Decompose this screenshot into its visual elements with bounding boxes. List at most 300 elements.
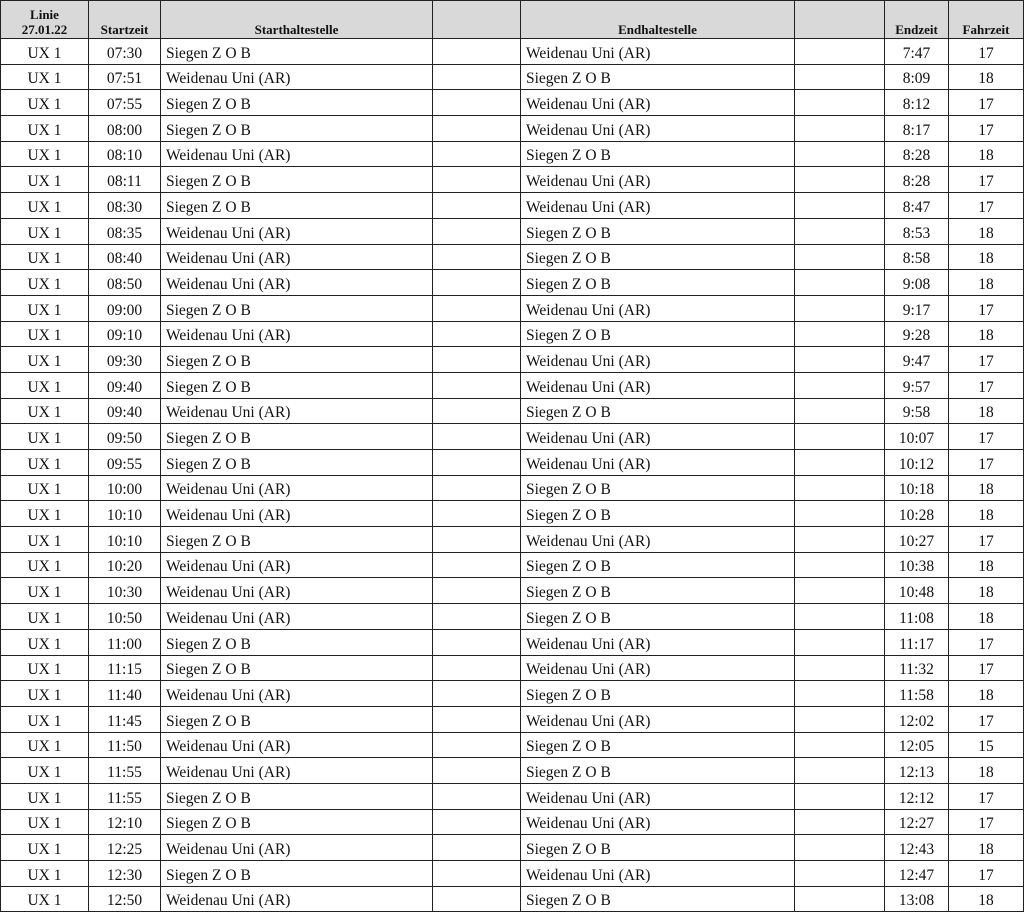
- table-row: [1, 681, 1024, 707]
- cell-starthaltestelle: Weidenau Uni (AR): [161, 886, 433, 912]
- table-row: [1, 64, 1024, 90]
- cell-linie: UX 1: [1, 629, 89, 655]
- cell-startzeit: 10:00: [89, 475, 161, 501]
- cell-gap: [433, 578, 521, 604]
- cell-startzeit: 10:10: [89, 527, 161, 553]
- cell-startzeit: 11:40: [89, 681, 161, 707]
- cell-gap: [795, 347, 885, 373]
- cell-fahrzeit: 15: [949, 732, 1024, 758]
- table-row: [1, 655, 1024, 681]
- cell-gap: [795, 835, 885, 861]
- table-row: [1, 193, 1024, 219]
- cell-endzeit: 9:57: [885, 372, 949, 398]
- cell-gap: [795, 372, 885, 398]
- cell-gap: [433, 835, 521, 861]
- cell-endzeit: 10:07: [885, 424, 949, 450]
- cell-gap: [795, 475, 885, 501]
- cell-starthaltestelle: Weidenau Uni (AR): [161, 604, 433, 630]
- table-row: [1, 244, 1024, 270]
- cell-startzeit: 10:20: [89, 552, 161, 578]
- cell-gap: [433, 552, 521, 578]
- cell-linie: UX 1: [1, 398, 89, 424]
- cell-startzeit: 11:00: [89, 629, 161, 655]
- cell-startzeit: 09:40: [89, 398, 161, 424]
- cell-fahrzeit: 17: [949, 706, 1024, 732]
- cell-fahrzeit: 18: [949, 604, 1024, 630]
- cell-gap: [433, 681, 521, 707]
- cell-fahrzeit: 17: [949, 861, 1024, 887]
- cell-endhaltestelle: Weidenau Uni (AR): [521, 90, 795, 116]
- cell-starthaltestelle: Weidenau Uni (AR): [161, 732, 433, 758]
- table-row: [1, 475, 1024, 501]
- cell-fahrzeit: 18: [949, 758, 1024, 784]
- cell-gap: [433, 295, 521, 321]
- cell-endzeit: 10:38: [885, 552, 949, 578]
- table-row: [1, 527, 1024, 553]
- cell-starthaltestelle: Siegen Z O B: [161, 39, 433, 65]
- cell-startzeit: 09:10: [89, 321, 161, 347]
- cell-endzeit: 12:13: [885, 758, 949, 784]
- cell-endhaltestelle: Weidenau Uni (AR): [521, 424, 795, 450]
- cell-endhaltestelle: Weidenau Uni (AR): [521, 629, 795, 655]
- cell-gap: [795, 39, 885, 65]
- cell-endzeit: 8:28: [885, 141, 949, 167]
- cell-gap: [795, 450, 885, 476]
- cell-startzeit: 11:55: [89, 758, 161, 784]
- header-endzeit: Endzeit: [885, 1, 949, 39]
- cell-starthaltestelle: Siegen Z O B: [161, 809, 433, 835]
- table-row: [1, 372, 1024, 398]
- cell-starthaltestelle: Weidenau Uni (AR): [161, 578, 433, 604]
- cell-starthaltestelle: Weidenau Uni (AR): [161, 64, 433, 90]
- cell-fahrzeit: 17: [949, 783, 1024, 809]
- cell-linie: UX 1: [1, 270, 89, 296]
- cell-fahrzeit: 17: [949, 527, 1024, 553]
- cell-fahrzeit: 17: [949, 295, 1024, 321]
- cell-linie: UX 1: [1, 193, 89, 219]
- cell-endzeit: 12:27: [885, 809, 949, 835]
- cell-endzeit: 9:47: [885, 347, 949, 373]
- cell-fahrzeit: 18: [949, 552, 1024, 578]
- cell-starthaltestelle: Siegen Z O B: [161, 527, 433, 553]
- cell-startzeit: 08:00: [89, 116, 161, 142]
- cell-linie: UX 1: [1, 706, 89, 732]
- cell-startzeit: 09:50: [89, 424, 161, 450]
- cell-endzeit: 11:32: [885, 655, 949, 681]
- cell-fahrzeit: 18: [949, 578, 1024, 604]
- cell-endzeit: 8:17: [885, 116, 949, 142]
- cell-starthaltestelle: Weidenau Uni (AR): [161, 501, 433, 527]
- table-row: [1, 706, 1024, 732]
- table-row: [1, 835, 1024, 861]
- header-linie: [1, 1, 89, 39]
- cell-fahrzeit: 18: [949, 501, 1024, 527]
- cell-linie: UX 1: [1, 167, 89, 193]
- cell-endzeit: 8:53: [885, 218, 949, 244]
- cell-starthaltestelle: Siegen Z O B: [161, 783, 433, 809]
- cell-fahrzeit: 17: [949, 655, 1024, 681]
- cell-gap: [433, 321, 521, 347]
- cell-fahrzeit: 17: [949, 347, 1024, 373]
- cell-linie: UX 1: [1, 886, 89, 912]
- cell-gap: [433, 783, 521, 809]
- cell-endhaltestelle: Siegen Z O B: [521, 64, 795, 90]
- cell-linie: UX 1: [1, 809, 89, 835]
- header-gap: [795, 1, 885, 39]
- table-row: [1, 732, 1024, 758]
- cell-startzeit: 10:10: [89, 501, 161, 527]
- table-row: [1, 501, 1024, 527]
- cell-gap: [433, 732, 521, 758]
- cell-linie: UX 1: [1, 90, 89, 116]
- cell-gap: [433, 372, 521, 398]
- cell-startzeit: 08:11: [89, 167, 161, 193]
- timetable-body: [1, 39, 1024, 912]
- table-row: [1, 886, 1024, 912]
- cell-startzeit: 08:40: [89, 244, 161, 270]
- table-header-row: [1, 1, 1024, 39]
- table-row: [1, 758, 1024, 784]
- cell-endhaltestelle: Weidenau Uni (AR): [521, 295, 795, 321]
- cell-starthaltestelle: Weidenau Uni (AR): [161, 835, 433, 861]
- cell-gap: [433, 218, 521, 244]
- cell-endzeit: 9:17: [885, 295, 949, 321]
- cell-starthaltestelle: Siegen Z O B: [161, 450, 433, 476]
- cell-fahrzeit: 18: [949, 218, 1024, 244]
- cell-endhaltestelle: Siegen Z O B: [521, 886, 795, 912]
- cell-endhaltestelle: Weidenau Uni (AR): [521, 116, 795, 142]
- cell-gap: [795, 861, 885, 887]
- cell-gap: [433, 116, 521, 142]
- cell-fahrzeit: 17: [949, 629, 1024, 655]
- cell-starthaltestelle: Weidenau Uni (AR): [161, 244, 433, 270]
- cell-endzeit: 7:47: [885, 39, 949, 65]
- cell-startzeit: 09:00: [89, 295, 161, 321]
- cell-fahrzeit: 18: [949, 321, 1024, 347]
- cell-gap: [433, 886, 521, 912]
- cell-starthaltestelle: Siegen Z O B: [161, 629, 433, 655]
- cell-starthaltestelle: Siegen Z O B: [161, 347, 433, 373]
- cell-gap: [433, 167, 521, 193]
- cell-linie: UX 1: [1, 655, 89, 681]
- cell-gap: [795, 604, 885, 630]
- cell-starthaltestelle: Weidenau Uni (AR): [161, 141, 433, 167]
- cell-endhaltestelle: Weidenau Uni (AR): [521, 861, 795, 887]
- cell-gap: [433, 809, 521, 835]
- cell-linie: UX 1: [1, 501, 89, 527]
- cell-gap: [795, 295, 885, 321]
- cell-endzeit: 9:28: [885, 321, 949, 347]
- cell-gap: [795, 886, 885, 912]
- cell-gap: [433, 347, 521, 373]
- cell-gap: [795, 116, 885, 142]
- cell-startzeit: 07:55: [89, 90, 161, 116]
- cell-endhaltestelle: Weidenau Uni (AR): [521, 167, 795, 193]
- cell-fahrzeit: 17: [949, 193, 1024, 219]
- cell-linie: UX 1: [1, 783, 89, 809]
- cell-linie: UX 1: [1, 116, 89, 142]
- cell-fahrzeit: 18: [949, 141, 1024, 167]
- cell-linie: UX 1: [1, 578, 89, 604]
- cell-gap: [795, 681, 885, 707]
- cell-gap: [795, 193, 885, 219]
- cell-endzeit: 11:17: [885, 629, 949, 655]
- cell-starthaltestelle: Siegen Z O B: [161, 116, 433, 142]
- cell-startzeit: 10:50: [89, 604, 161, 630]
- table-row: [1, 424, 1024, 450]
- cell-endhaltestelle: Siegen Z O B: [521, 732, 795, 758]
- table-row: [1, 578, 1024, 604]
- cell-endzeit: 12:12: [885, 783, 949, 809]
- cell-fahrzeit: 18: [949, 886, 1024, 912]
- cell-endhaltestelle: Weidenau Uni (AR): [521, 527, 795, 553]
- cell-gap: [795, 706, 885, 732]
- cell-linie: UX 1: [1, 475, 89, 501]
- cell-gap: [433, 450, 521, 476]
- cell-startzeit: 07:51: [89, 64, 161, 90]
- cell-endhaltestelle: Siegen Z O B: [521, 604, 795, 630]
- cell-gap: [433, 527, 521, 553]
- cell-endhaltestelle: Siegen Z O B: [521, 578, 795, 604]
- cell-startzeit: 09:55: [89, 450, 161, 476]
- cell-gap: [433, 706, 521, 732]
- cell-linie: UX 1: [1, 758, 89, 784]
- cell-gap: [433, 475, 521, 501]
- cell-endhaltestelle: Weidenau Uni (AR): [521, 706, 795, 732]
- cell-startzeit: 10:30: [89, 578, 161, 604]
- cell-gap: [795, 321, 885, 347]
- cell-gap: [795, 758, 885, 784]
- cell-fahrzeit: 17: [949, 372, 1024, 398]
- cell-gap: [433, 604, 521, 630]
- cell-linie: UX 1: [1, 372, 89, 398]
- cell-linie: UX 1: [1, 604, 89, 630]
- cell-starthaltestelle: Siegen Z O B: [161, 372, 433, 398]
- cell-linie: UX 1: [1, 64, 89, 90]
- cell-endzeit: 9:08: [885, 270, 949, 296]
- cell-gap: [795, 141, 885, 167]
- cell-linie: UX 1: [1, 218, 89, 244]
- cell-startzeit: 12:30: [89, 861, 161, 887]
- cell-fahrzeit: 18: [949, 681, 1024, 707]
- cell-endhaltestelle: Weidenau Uni (AR): [521, 372, 795, 398]
- cell-endhaltestelle: Weidenau Uni (AR): [521, 39, 795, 65]
- cell-startzeit: 12:25: [89, 835, 161, 861]
- cell-fahrzeit: 18: [949, 64, 1024, 90]
- cell-gap: [433, 64, 521, 90]
- table-row: [1, 167, 1024, 193]
- table-row: [1, 295, 1024, 321]
- cell-gap: [433, 39, 521, 65]
- cell-startzeit: 09:40: [89, 372, 161, 398]
- cell-starthaltestelle: Siegen Z O B: [161, 193, 433, 219]
- cell-gap: [433, 270, 521, 296]
- cell-startzeit: 08:10: [89, 141, 161, 167]
- cell-startzeit: 11:55: [89, 783, 161, 809]
- cell-starthaltestelle: Weidenau Uni (AR): [161, 681, 433, 707]
- cell-starthaltestelle: Weidenau Uni (AR): [161, 552, 433, 578]
- cell-gap: [795, 244, 885, 270]
- cell-endzeit: 10:28: [885, 501, 949, 527]
- cell-fahrzeit: 17: [949, 167, 1024, 193]
- table-row: [1, 450, 1024, 476]
- table-row: [1, 270, 1024, 296]
- table-row: [1, 809, 1024, 835]
- cell-linie: UX 1: [1, 527, 89, 553]
- table-row: [1, 321, 1024, 347]
- cell-gap: [433, 424, 521, 450]
- cell-endzeit: 10:48: [885, 578, 949, 604]
- cell-endzeit: 8:28: [885, 167, 949, 193]
- cell-endhaltestelle: Weidenau Uni (AR): [521, 809, 795, 835]
- cell-endzeit: 12:02: [885, 706, 949, 732]
- cell-gap: [795, 64, 885, 90]
- cell-starthaltestelle: Weidenau Uni (AR): [161, 398, 433, 424]
- cell-starthaltestelle: Weidenau Uni (AR): [161, 270, 433, 296]
- cell-gap: [433, 244, 521, 270]
- cell-endhaltestelle: Siegen Z O B: [521, 835, 795, 861]
- cell-endhaltestelle: Weidenau Uni (AR): [521, 193, 795, 219]
- cell-gap: [795, 655, 885, 681]
- cell-starthaltestelle: Siegen Z O B: [161, 90, 433, 116]
- cell-linie: UX 1: [1, 450, 89, 476]
- cell-gap: [433, 861, 521, 887]
- cell-endhaltestelle: Siegen Z O B: [521, 141, 795, 167]
- cell-endzeit: 12:43: [885, 835, 949, 861]
- table-row: [1, 347, 1024, 373]
- cell-endhaltestelle: Siegen Z O B: [521, 218, 795, 244]
- header-date: 27.01.22: [21, 22, 68, 37]
- cell-starthaltestelle: Siegen Z O B: [161, 861, 433, 887]
- cell-gap: [795, 218, 885, 244]
- cell-endhaltestelle: Siegen Z O B: [521, 681, 795, 707]
- cell-endhaltestelle: Siegen Z O B: [521, 321, 795, 347]
- cell-endzeit: 8:09: [885, 64, 949, 90]
- header-startzeit: Startzeit: [89, 1, 161, 39]
- cell-starthaltestelle: Siegen Z O B: [161, 424, 433, 450]
- cell-endzeit: 10:18: [885, 475, 949, 501]
- cell-endhaltestelle: Weidenau Uni (AR): [521, 783, 795, 809]
- cell-fahrzeit: 18: [949, 835, 1024, 861]
- cell-gap: [795, 732, 885, 758]
- cell-endzeit: 12:05: [885, 732, 949, 758]
- table-row: [1, 90, 1024, 116]
- cell-endhaltestelle: Weidenau Uni (AR): [521, 347, 795, 373]
- cell-endzeit: 8:47: [885, 193, 949, 219]
- cell-starthaltestelle: Siegen Z O B: [161, 706, 433, 732]
- cell-gap: [433, 90, 521, 116]
- cell-linie: UX 1: [1, 424, 89, 450]
- table-row: [1, 861, 1024, 887]
- cell-gap: [433, 501, 521, 527]
- cell-gap: [795, 398, 885, 424]
- cell-linie: UX 1: [1, 552, 89, 578]
- table-row: [1, 552, 1024, 578]
- cell-startzeit: 09:30: [89, 347, 161, 373]
- table-row: [1, 218, 1024, 244]
- cell-startzeit: 11:15: [89, 655, 161, 681]
- cell-fahrzeit: 17: [949, 809, 1024, 835]
- cell-endhaltestelle: Siegen Z O B: [521, 244, 795, 270]
- cell-endhaltestelle: Weidenau Uni (AR): [521, 450, 795, 476]
- cell-gap: [795, 629, 885, 655]
- cell-fahrzeit: 18: [949, 398, 1024, 424]
- header-gap: [433, 1, 521, 39]
- table-row: [1, 629, 1024, 655]
- cell-gap: [795, 809, 885, 835]
- cell-startzeit: 08:30: [89, 193, 161, 219]
- cell-gap: [433, 398, 521, 424]
- cell-gap: [795, 783, 885, 809]
- cell-starthaltestelle: Siegen Z O B: [161, 655, 433, 681]
- cell-gap: [795, 90, 885, 116]
- table-row: [1, 116, 1024, 142]
- cell-starthaltestelle: Weidenau Uni (AR): [161, 758, 433, 784]
- cell-gap: [433, 655, 521, 681]
- cell-fahrzeit: 17: [949, 90, 1024, 116]
- cell-startzeit: 12:50: [89, 886, 161, 912]
- cell-linie: UX 1: [1, 835, 89, 861]
- table-row: [1, 604, 1024, 630]
- cell-linie: UX 1: [1, 347, 89, 373]
- cell-startzeit: 11:45: [89, 706, 161, 732]
- cell-endhaltestelle: Siegen Z O B: [521, 758, 795, 784]
- cell-gap: [795, 424, 885, 450]
- cell-linie: UX 1: [1, 141, 89, 167]
- header-endhaltestelle: Endhaltestelle: [521, 1, 795, 39]
- header-starthaltestelle: Starthaltestelle: [161, 1, 433, 39]
- cell-gap: [795, 527, 885, 553]
- cell-gap: [433, 141, 521, 167]
- cell-endzeit: 8:12: [885, 90, 949, 116]
- cell-fahrzeit: 18: [949, 270, 1024, 296]
- cell-endhaltestelle: Siegen Z O B: [521, 501, 795, 527]
- cell-gap: [795, 501, 885, 527]
- cell-starthaltestelle: Weidenau Uni (AR): [161, 321, 433, 347]
- cell-starthaltestelle: Siegen Z O B: [161, 295, 433, 321]
- table-row: [1, 783, 1024, 809]
- cell-starthaltestelle: Siegen Z O B: [161, 167, 433, 193]
- cell-endzeit: 11:58: [885, 681, 949, 707]
- cell-endzeit: 11:08: [885, 604, 949, 630]
- cell-startzeit: 11:50: [89, 732, 161, 758]
- header-linie-label: Linie: [30, 7, 59, 22]
- cell-endhaltestelle: Siegen Z O B: [521, 475, 795, 501]
- cell-fahrzeit: 18: [949, 475, 1024, 501]
- table-row: [1, 39, 1024, 65]
- cell-linie: UX 1: [1, 732, 89, 758]
- cell-linie: UX 1: [1, 244, 89, 270]
- cell-starthaltestelle: Weidenau Uni (AR): [161, 218, 433, 244]
- cell-endhaltestelle: Weidenau Uni (AR): [521, 655, 795, 681]
- cell-startzeit: 08:50: [89, 270, 161, 296]
- cell-gap: [795, 578, 885, 604]
- cell-starthaltestelle: Weidenau Uni (AR): [161, 475, 433, 501]
- cell-startzeit: 12:10: [89, 809, 161, 835]
- cell-gap: [795, 167, 885, 193]
- cell-endzeit: 13:08: [885, 886, 949, 912]
- table-row: [1, 141, 1024, 167]
- cell-endhaltestelle: Siegen Z O B: [521, 270, 795, 296]
- cell-startzeit: 07:30: [89, 39, 161, 65]
- cell-endhaltestelle: Siegen Z O B: [521, 552, 795, 578]
- cell-fahrzeit: 17: [949, 450, 1024, 476]
- cell-linie: UX 1: [1, 321, 89, 347]
- cell-endzeit: 9:58: [885, 398, 949, 424]
- cell-gap: [433, 758, 521, 784]
- cell-linie: UX 1: [1, 295, 89, 321]
- cell-endzeit: 12:47: [885, 861, 949, 887]
